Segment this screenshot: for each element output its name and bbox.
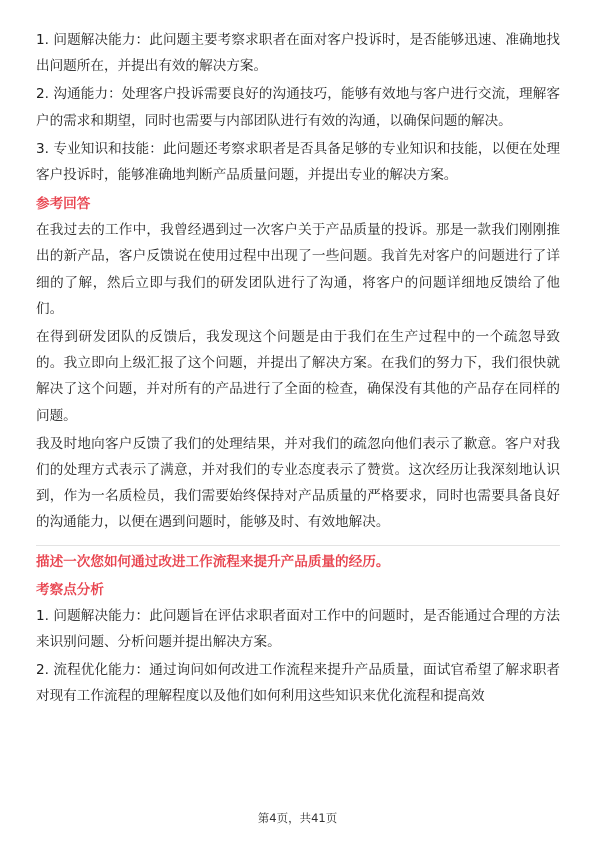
answer-paragraph-1: 在我过去的工作中，我曾经遇到过一次客户关于产品质量的投诉。那是一款我们刚刚推出的新产品，客户反馈说在使用过程中出现了一些问题。我首先对客户的问题进行了详细的了解，然后立即与我们的研发团队进行了沟通，将客户的问题详细地反馈给了他们。	[36, 222, 560, 317]
answer-paragraph-2: 在得到研发团队的反馈后，我发现这个问题是由于我们在生产过程中的一个疏忽导致的。我立即向上级汇报了这个问题，并提出了解决方案。在我们的努力下，我们很快就解决了这个问题，并对所有的产品进行了全面的检查，确保没有其他的产品存在同样的问题。	[36, 329, 560, 424]
question-point-2: 2. 流程优化能力：通过询问如何改进工作流程来提升产品质量，面试官希望了解求职者对现有工作流程的理解程度以及他们如何利用这些知识来优化流程和提高效	[36, 662, 560, 705]
analysis-heading: 考察点分析	[36, 581, 104, 598]
question-title: 描述一次您如何通过改进工作流程来提升产品质量的经历。	[36, 553, 390, 570]
question-point-1: 1. 问题解决能力：此问题旨在评估求职者面对工作中的问题时，是否能通过合理的方法来识别问题、分析问题并提出解决方案。	[36, 607, 560, 650]
reference-answer-heading: 参考回答	[36, 196, 91, 213]
page-number: 第4页，共41页	[257, 811, 338, 825]
document-page	[36, 27, 560, 711]
analysis-point-3: 3. 专业知识和技能：此问题还考察求职者是否具备足够的专业知识和技能，以便在处理客户投诉时，能够准确地判断产品质量问题，并提出专业的解决方案。	[36, 140, 560, 184]
section-divider	[36, 545, 560, 546]
analysis-point-2: 2. 沟通能力：处理客户投诉需要良好的沟通技巧，能够有效地与客户进行交流，理解客户的需求和期望，同时也需要与内部团队进行有效的沟通，以确保问题的解决。	[36, 86, 560, 129]
analysis-point-1: 1. 问题解决能力：此问题主要考察求职者在面对客户投诉时，是否能够迅速、准确地找出问题所在，并提出有效的解决方案。	[36, 32, 560, 75]
answer-paragraph-3: 我及时地向客户反馈了我们的处理结果，并对我们的疏忽向他们表示了歉意。客户对我们的处理方式表示了满意，并对我们的专业态度表示了赞赏。这次经历让我深刻地认识到，作为一名质检员，我们需要始终保持对产品质量的严格要求，同时也需要具备良好的沟通能力，以便在遇到问题时，能够及时、有效地解决。	[36, 435, 560, 531]
